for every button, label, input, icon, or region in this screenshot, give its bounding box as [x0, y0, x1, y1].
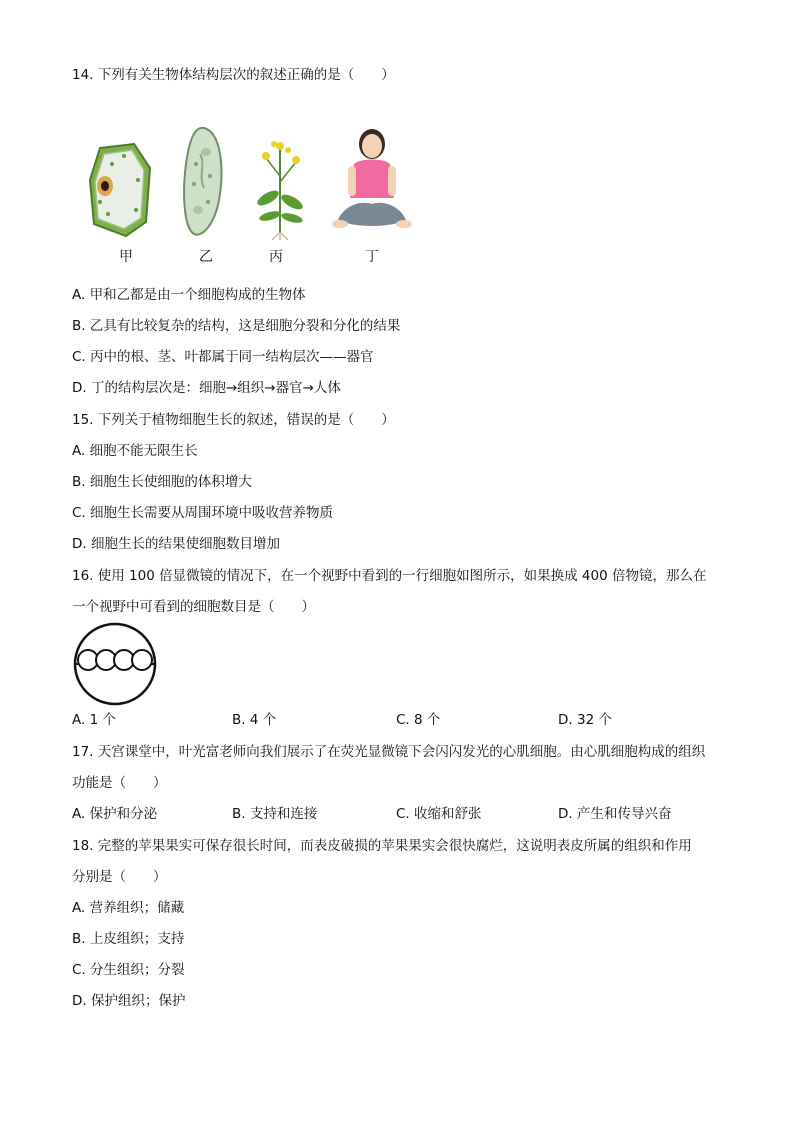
q16-stem-line2: 一个视野中可看到的细胞数目是（ ）: [72, 599, 315, 615]
q18-option-c: C. 分生组织；分裂: [72, 962, 185, 978]
q18-option-d: D. 保护组织；保护: [72, 993, 186, 1009]
q15-option-a: A. 细胞不能无限生长: [72, 443, 198, 459]
seated-girl-figure: [330, 124, 414, 238]
caption-jia: 甲: [119, 249, 133, 265]
q18-stem-line1: 18. 完整的苹果果实可保存很长时间，而表皮破损的苹果果实会很快腐烂，这说明表皮所属的组织和作用: [72, 838, 692, 854]
q16-option-c: C. 8 个: [396, 712, 441, 728]
q17-option-b: B. 支持和连接: [232, 806, 318, 822]
q14-option-b: B. 乙具有比较复杂的结构，这是细胞分裂和分化的结果: [72, 318, 401, 334]
q17-stem-line2: 功能是（ ）: [72, 775, 167, 791]
q16-stem-line1: 16. 使用 100 倍显微镜的情况下，在一个视野中看到的一行细胞如图所示，如果换成 400 倍物镜，那么在: [72, 568, 707, 584]
q15-option-b: B. 细胞生长使细胞的体积增大: [72, 474, 252, 490]
q15-stem: 15. 下列关于植物细胞生长的叙述，错误的是（ ）: [72, 412, 395, 428]
caption-bing: 丙: [269, 249, 283, 265]
q16-option-b: B. 4 个: [232, 712, 277, 728]
microscope-field-figure: [72, 622, 158, 706]
q17-option-c: C. 收缩和舒张: [396, 806, 482, 822]
q17-option-d: D. 产生和传导兴奋: [558, 806, 672, 822]
q14-option-d: D. 丁的结构层次是：细胞→组织→器官→人体: [72, 380, 341, 396]
flowering-plant-figure: [250, 136, 310, 240]
paramecium-figure: [180, 124, 226, 240]
q17-option-a: A. 保护和分泌: [72, 806, 158, 822]
q14-stem: 14. 下列有关生物体结构层次的叙述正确的是（ ）: [72, 67, 395, 83]
q16-option-d: D. 32 个: [558, 712, 612, 728]
q15-option-d: D. 细胞生长的结果使细胞数目增加: [72, 536, 280, 552]
q18-stem-line2: 分别是（ ）: [72, 869, 167, 885]
q17-stem-line1: 17. 天宫课堂中，叶光富老师向我们展示了在荧光显微镜下会闪闪发光的心肌细胞。由心肌细胞构成的组织: [72, 744, 706, 760]
q16-option-a: A. 1 个: [72, 712, 116, 728]
q14-option-c: C. 丙中的根、茎、叶都属于同一结构层次——器官: [72, 349, 374, 365]
plant-cell-figure: [86, 140, 154, 240]
q14-option-a: A. 甲和乙都是由一个细胞构成的生物体: [72, 287, 306, 303]
q17-options: [72, 804, 732, 824]
q18-option-b: B. 上皮组织；支持: [72, 931, 185, 947]
caption-ding: 丁: [365, 249, 379, 265]
q18-option-a: A. 营养组织；储藏: [72, 900, 185, 916]
caption-yi: 乙: [199, 249, 213, 265]
q15-option-c: C. 细胞生长需要从周围环境中吸收营养物质: [72, 505, 334, 521]
q16-options: [72, 710, 732, 730]
